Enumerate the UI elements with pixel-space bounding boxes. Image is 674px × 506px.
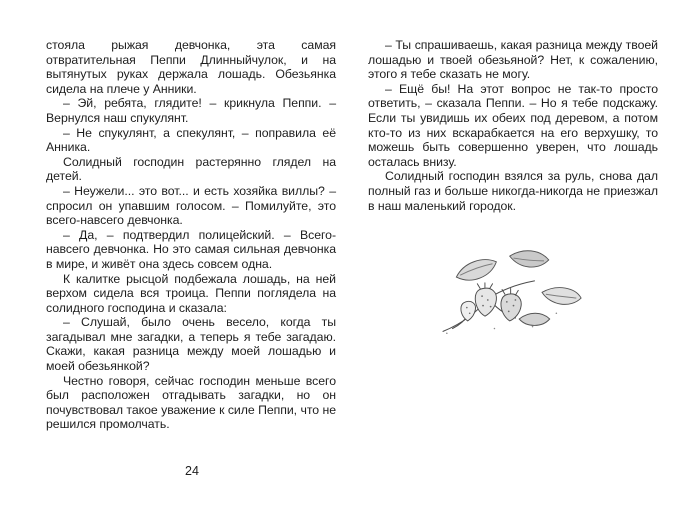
paragraph: Солидный господин взялся за руль, снова дал полный газ и больше никогда-никогда не приезжал в наш маленький городок. — [368, 169, 658, 213]
paragraph: – Эй, ребята, глядите! – крикнула Пеппи. – Вернулся наш спукулянт. — [46, 96, 336, 125]
page-number: 24 — [185, 464, 199, 478]
paragraph: – Ты спрашиваешь, какая разница между твоей лошадью и твоей обезьяной? Нет, к сожалению, этого я тебе сказать не могу. — [368, 38, 658, 82]
paragraph: К калитке рысцой подбежала лошадь, на ней верхом сидела вся троица. Пеппи поглядела на солидного господина и сказала: — [46, 271, 336, 315]
paragraph: – Неужели... это вот... и есть хозяйка виллы? – спросил он упавшим голосом. – Помилуйте, это всего-навсего девчонка. — [46, 183, 336, 228]
paragraph: Солидный господин растерянно глядел на детей. — [46, 154, 336, 184]
paragraph: Честно говоря, сейчас господин меньше всего был расположен отгадывать загадки, но он почувствовал такое уважение к силе Пеппи, что не решился промолчать. — [46, 373, 336, 432]
paragraph: – Ещё бы! На этот вопрос не так-то просто ответить, – сказала Пеппи. – Но я тебе подскажу. Если ты увидишь их обеих под деревом, а потом кто-то из них вскарабкается на его верхушку, то можешь быть совершенно уверен, что лошадь осталась внизу. — [368, 81, 658, 169]
right-column — [368, 38, 658, 432]
paragraph: – Не спукулянт, а спекулянт, – поправила её Анника. — [46, 125, 336, 155]
paragraph: – Да, – подтвердил полицейский. – Всего-навсего девчонка. Но это самая сильная девчонка в мире, и живёт она здесь совсем одна. — [46, 227, 336, 271]
left-column — [46, 38, 336, 432]
paragraph: – Слушай, было очень весело, когда ты загадывал мне загадки, а теперь я тебе загадаю. Скажи, какая разница между моей лошадью и моей обезьянкой? — [46, 315, 336, 374]
text-columns — [46, 38, 658, 432]
illustration-container — [368, 239, 658, 339]
berries-sketch-illustration — [426, 239, 601, 339]
paragraph: стояла рыжая девчонка, эта самая отвратительная Пеппи Длинныйчулок, и на вытянутых руках держала лошадь. Обезьянка сидела на плече у Анники. — [46, 38, 336, 96]
